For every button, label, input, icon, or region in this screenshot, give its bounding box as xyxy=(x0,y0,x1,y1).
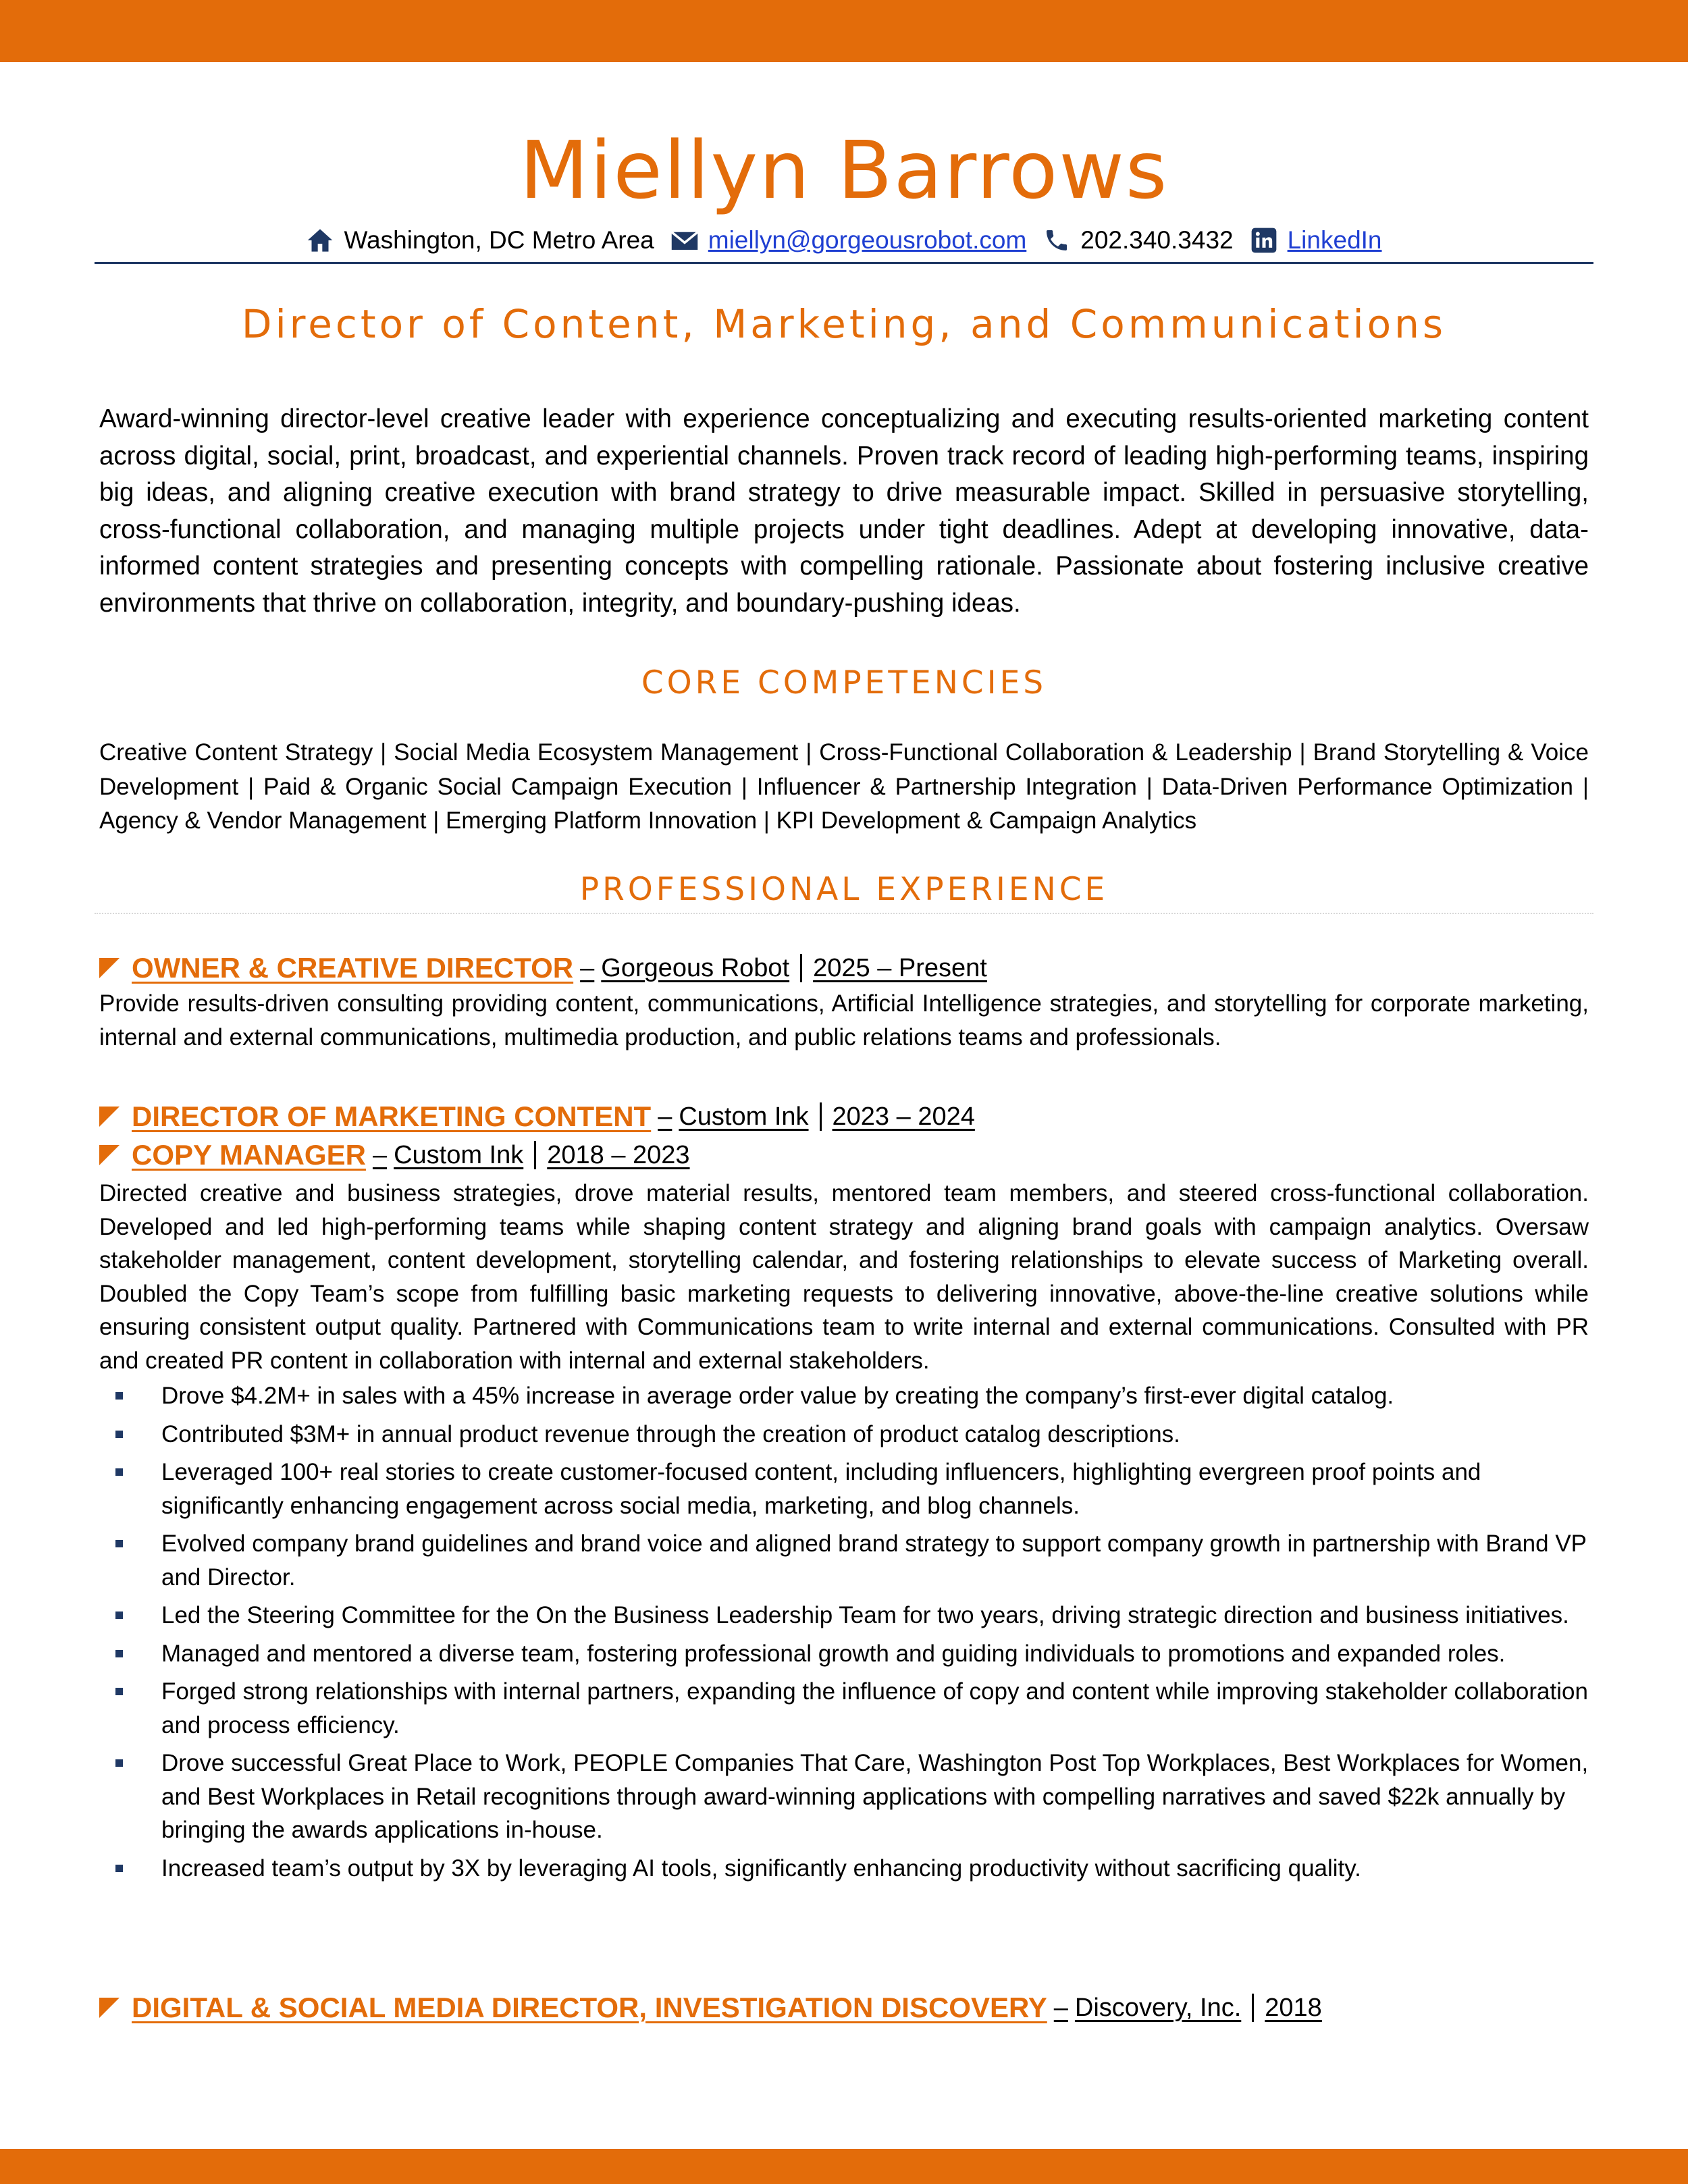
square-bullet-icon xyxy=(115,1650,123,1657)
phone-icon xyxy=(1043,227,1071,254)
square-bullet-icon xyxy=(115,1468,123,1476)
square-bullet-icon xyxy=(115,1540,123,1547)
job-dash: – xyxy=(1053,1993,1068,2022)
achievement-list xyxy=(99,1379,1589,1890)
phone-item xyxy=(1043,226,1233,255)
owner-description: Provide results-driven consulting providing content, communications, Artificial Intelligence strategies, and storytelling for corporate marketing, internal and external communications, multimedia production, and public relations teams and professionals. xyxy=(99,990,1589,1050)
contact-divider xyxy=(95,262,1593,264)
home-icon xyxy=(306,227,334,254)
list-item: Evolved company brand guidelines and brand voice and aligned brand strategy to support company growth in partnership with Brand VP and Director. xyxy=(99,1527,1589,1594)
list-item: Drove $4.2M+ in sales with a 45% increase in average order value by creating the company’s first-ever digital catalog. xyxy=(99,1379,1589,1413)
list-item: Increased team’s output by 3X by leveraging AI tools, significantly enhancing productivity without sacrificing quality. xyxy=(99,1852,1589,1886)
job-divider xyxy=(820,1102,822,1131)
job-heading-copy-manager xyxy=(99,1138,690,1173)
bottom-accent-bar xyxy=(0,2149,1688,2184)
job-heading-owner xyxy=(99,951,987,986)
job-company: Custom Ink xyxy=(394,1140,524,1169)
list-item: Leveraged 100+ real stories to create customer-focused content, including influencers, highlighting evergreen proof points and significantly enhancing engagement across social media, marketing, and blog channels. xyxy=(99,1456,1589,1522)
job-role: DIGITAL & SOCIAL MEDIA DIRECTOR, INVESTIGATION DISCOVERY xyxy=(132,1992,1047,2023)
top-accent-bar xyxy=(0,0,1688,62)
custom-ink-description: Directed creative and business strategies, drove material results, mentored team members, and steered cross-functional collaboration. Developed and led high-performing teams while shaping content strategy and aligning brand goals with campaign analytics. Oversaw stakeholder management, content development, storytelling calendar, and fostering relationships to elevate success of Marketing overall. Doubled the Copy Team’s scope from fulfilling basic marketing requests to delivering innovative, above-the-line creative solutions while ensuring consistent output quality. Partnered with Communications team to write internal and external communications. Consulted with PR and created PR content in collaboration with internal and external stakeholders. xyxy=(99,1180,1589,1374)
square-bullet-icon xyxy=(115,1612,123,1619)
job-company: Custom Ink xyxy=(679,1102,809,1131)
triangle-bullet-icon xyxy=(99,958,120,978)
summary-paragraph: Award-winning director-level creative leader with experience conceptualizing and executing results-oriented marketing content across digital, social, print, broadcast, and experiential channels. Proven track record of leading high-performing teams, inspiring big ideas, and aligning creative execution with brand strategy to drive measurable impact. Skilled in persuasive storytelling, cross-functional collaboration, and managing multiple projects under tight deadlines. Adept at developing innovative, data-informed content strategies and presenting concepts with compelling rationale. Passionate about fostering inclusive creative environments that thrive on collaboration, integrity, and boundary-pushing ideas. xyxy=(99,404,1589,618)
experience-divider xyxy=(95,913,1593,914)
candidate-name: Miellyn Barrows xyxy=(519,124,1169,217)
list-item: Managed and mentored a diverse team, fostering professional growth and guiding individuals to promotions and expanded roles. xyxy=(99,1637,1589,1671)
job-role: DIRECTOR OF MARKETING CONTENT xyxy=(132,1100,652,1132)
job-company: Discovery, Inc. xyxy=(1074,1993,1242,2022)
square-bullet-icon xyxy=(115,1865,123,1872)
professional-title: Director of Content, Marketing, and Communications xyxy=(241,301,1447,347)
list-item: Forged strong relationships with internal partners, expanding the influence of copy and content while improving stakeholder collaboration and process efficiency. xyxy=(99,1675,1589,1742)
phone-text: 202.340.3432 xyxy=(1080,226,1234,254)
list-item: Drove successful Great Place to Work, PEOPLE Companies That Care, Washington Post Top Workplaces, Best Workplaces for Women, and Best Workplaces in Retail recognitions through award-winning applications with compelling narratives and saved $22k annually by bringing the awards applications in-house. xyxy=(99,1747,1589,1847)
job-divider xyxy=(800,954,802,982)
email-link[interactable]: miellyn@gorgeousrobot.com xyxy=(708,226,1027,254)
job-dates: 2018 xyxy=(1265,1993,1322,2022)
job-dates: 2018 – 2023 xyxy=(547,1140,690,1169)
list-item: Led the Steering Committee for the On the Business Leadership Team for two years, driving strategic direction and business initiatives. xyxy=(99,1599,1589,1632)
job-role: COPY MANAGER xyxy=(132,1139,366,1171)
square-bullet-icon xyxy=(115,1688,123,1695)
email-item xyxy=(670,226,1027,255)
job-dash: – xyxy=(372,1140,388,1169)
job-divider xyxy=(1252,1994,1254,2022)
job-dates: 2025 – Present xyxy=(813,953,987,982)
linkedin-item xyxy=(1250,226,1382,255)
mail-icon xyxy=(670,227,699,254)
job-heading-digital-social-director xyxy=(99,1990,1322,2025)
competencies-list: Creative Content Strategy | Social Media Ecosystem Management | Cross-Functional Collaboration & Leadership | Brand Storytelling & Voice Development | Paid & Organic Social Campaign Execution | Influencer & Partnership Integration | Data-Driven Performance Optimization | Agency & Vendor Management | Emerging Platform Innovation | KPI Development & Campaign Analytics xyxy=(99,739,1589,834)
job-divider xyxy=(534,1141,536,1169)
job-dash: – xyxy=(580,953,595,982)
job-dates: 2023 – 2024 xyxy=(832,1102,975,1131)
job-role: OWNER & CREATIVE DIRECTOR xyxy=(132,952,574,984)
contact-line xyxy=(95,220,1593,261)
list-item: Contributed $3M+ in annual product revenue through the creation of product catalog descriptions. xyxy=(99,1418,1589,1451)
linkedin-icon xyxy=(1250,227,1278,254)
triangle-bullet-icon xyxy=(99,1998,120,2018)
job-dash: – xyxy=(658,1102,672,1131)
job-heading-director-marketing-content xyxy=(99,1099,975,1134)
job-company: Gorgeous Robot xyxy=(601,953,790,982)
square-bullet-icon xyxy=(115,1759,123,1767)
square-bullet-icon xyxy=(115,1392,123,1400)
linkedin-link[interactable]: LinkedIn xyxy=(1287,226,1382,254)
square-bullet-icon xyxy=(115,1431,123,1438)
location-text: Washington, DC Metro Area xyxy=(344,226,654,254)
competencies-heading: CORE COMPETENCIES xyxy=(641,664,1047,701)
location-item xyxy=(306,226,654,255)
triangle-bullet-icon xyxy=(99,1145,120,1165)
triangle-bullet-icon xyxy=(99,1107,120,1127)
experience-heading: PROFESSIONAL EXPERIENCE xyxy=(579,871,1109,908)
